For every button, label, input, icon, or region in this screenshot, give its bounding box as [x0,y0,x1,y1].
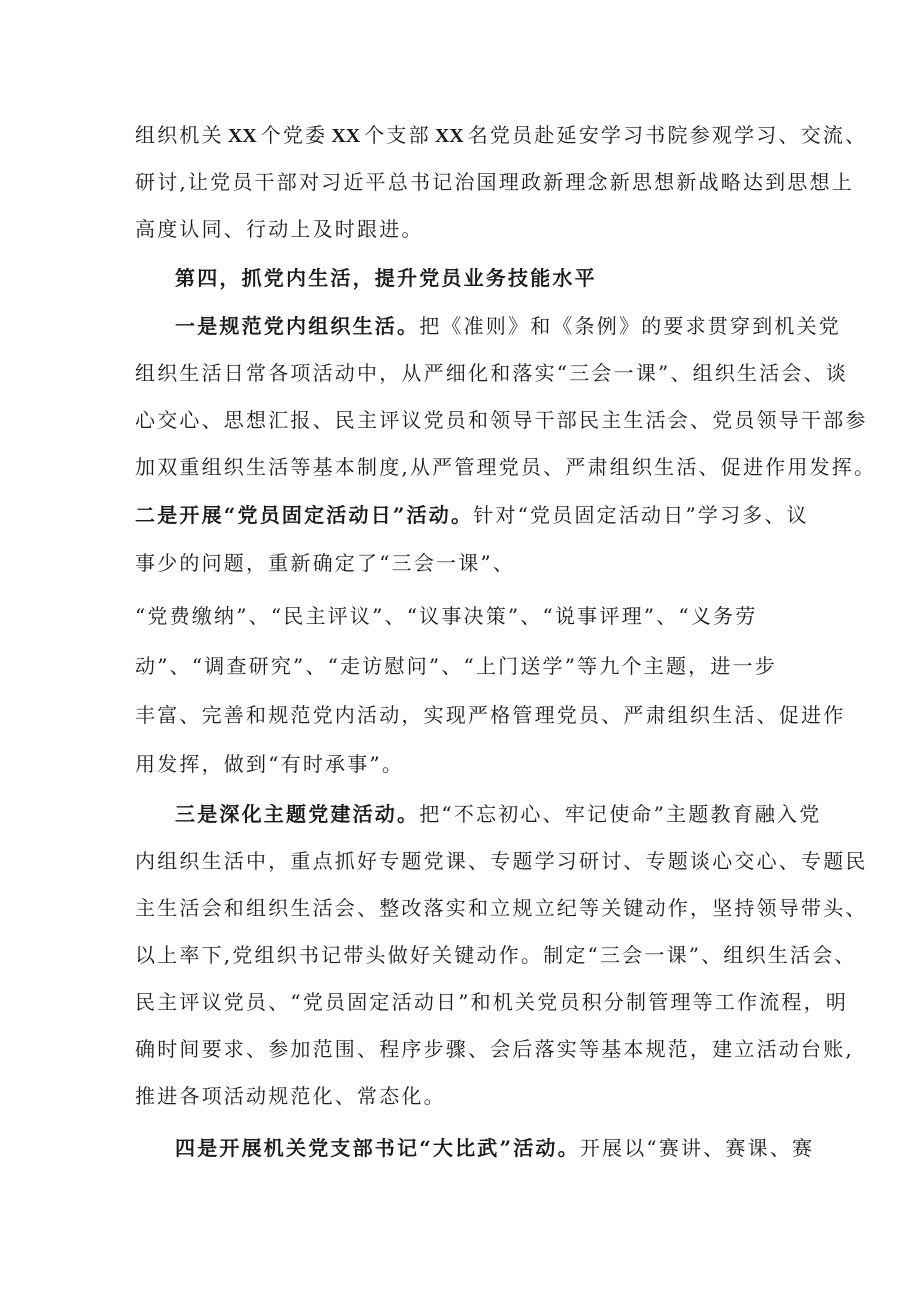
item1-line-2: 组织生活日常各项活动中，从严细化和落实“三会一课”、组织生活会、谈 [135,361,849,385]
item3-line-1 [175,802,821,826]
item3-line-5: 民主评议党员、“党员固定活动日”和机关党员积分制管理等工作流程，明 [135,990,849,1014]
text: 针对“党员固定活动日”学习多、议 [473,503,809,527]
text: 开展以“赛讲、赛课、赛 [579,1136,815,1160]
item4-title: 四是开展机关党支部书记“大比武”活动。 [175,1136,580,1160]
item3-line-7: 推进各项活动规范化、常态化。 [135,1084,446,1108]
para1-line-3: 高度认同、行动上及时跟进。 [135,217,424,241]
item1-line-1 [175,314,841,338]
text: 把“不忘初心、牢记使命”主题教育融入党 [419,802,822,826]
text: 名党员赴延安学习书院参观学习、交流、 [467,123,868,147]
text: 个支部 [364,123,431,147]
item3-title: 三是深化主题党建活动。 [175,802,420,826]
item2-line-5: 丰富、完善和规范党内活动，实现严格管理党员、严肃组织生活、促进作 [135,703,846,727]
text: 把《准则》和《条例》的要求贯穿到机关党 [419,314,842,338]
item2-line-4: 动”、“调查研究”、“走访慰问”、“上门送学”等九个主题，进一步 [135,654,777,678]
item2-title: 二是开展“党员固定活动日”活动。 [135,503,474,527]
text: XX [434,125,464,147]
item1-title: 一是规范党内组织生活。 [175,314,420,338]
item1-line-3: 心交心、思想汇报、民主评议党员和领导干部民主生活会、党员领导干部参 [135,408,868,432]
text: XX [331,125,361,147]
item2-line-3: “党费缴纳”、“民主评议”、“议事决策”、“说事评理”、“义务劳 [135,604,758,628]
item2-line-6: 用发挥，做到“有时承事”。 [135,752,405,776]
item3-line-2: 内组织生活中，重点抓好专题党课、专题学习研讨、专题谈心交心、专题民 [135,849,868,873]
item3-line-4: 以上率下,党组织书记带头做好关键动作。制定“三会一课”、组织生活会、 [135,943,857,967]
text: 个党委 [260,123,328,147]
item2-line-1 [135,503,809,527]
para1-line-2: 研讨,让党员干部对习近平总书记治国理政新理念新思想新战略达到思想上 [135,170,854,194]
item4-line-1 [175,1136,814,1160]
item3-line-6: 确时间要求、参加范围、程序步骤、会后落实等基本规范，建立活动台账, [135,1037,854,1061]
item3-line-3: 主生活会和组织生活会、整改落实和立规立纪等关键动作，坚持领导带头、 [135,896,868,920]
text: XX [227,125,257,147]
item1-line-4: 加双重组织生活等基本制度,从严管理党员、严肃组织生活、促进作用发挥。 [135,455,877,479]
item2-line-2: 事少的问题，重新确定了“三会一课”、 [135,551,516,575]
para1-line-1 [135,123,867,148]
section-heading: 第四，抓党内生活，提升党员业务技能水平 [175,266,597,290]
text: 组织机关 [135,123,224,147]
